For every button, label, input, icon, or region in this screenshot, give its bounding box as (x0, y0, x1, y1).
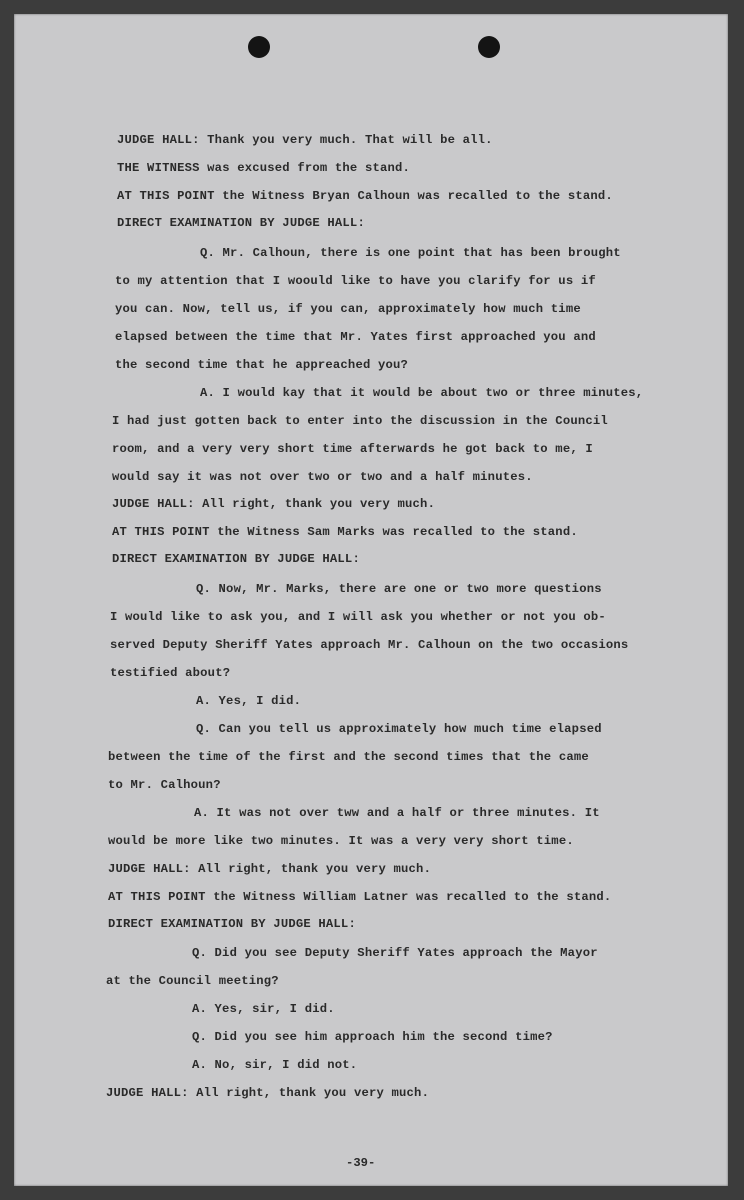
answer-line: A. No, sir, I did not. (192, 1058, 358, 1072)
transcript-line: THE WITNESS was excused from the stand. (117, 161, 411, 175)
transcript-line: JUDGE HALL: All right, thank you very much. (108, 862, 432, 876)
transcript-line: would say it was not over two or two and a half minutes. (112, 470, 533, 484)
transcript-line: room, and a very very short time afterwards he got back to me, I (112, 442, 593, 456)
transcript-line: you can. Now, tell us, if you can, approximately how much time (115, 302, 581, 316)
question-line: Q. Can you tell us approximately how much time elapsed (196, 722, 602, 736)
transcript-line: I had just gotten back to enter into the discussion in the Council (112, 414, 608, 428)
transcript-line: testified about? (110, 666, 231, 680)
punch-hole-right (478, 36, 500, 58)
section-heading: DIRECT EXAMINATION BY JUDGE HALL: (112, 552, 360, 566)
page-number: -39- (346, 1156, 376, 1170)
transcript-line: to Mr. Calhoun? (108, 778, 221, 792)
transcript-line: the second time that he appreached you? (115, 358, 409, 372)
transcript-line: to my attention that I woould like to have you clarify for us if (115, 274, 596, 288)
answer-line: A. I would kay that it would be about two or three minutes, (200, 386, 644, 400)
transcript-line: elapsed between the time that Mr. Yates first approached you and (115, 330, 596, 344)
transcript-line: would be more like two minutes. It was a very very short time. (108, 834, 574, 848)
transcript-line: AT THIS POINT the Witness Sam Marks was recalled to the stand. (112, 525, 578, 539)
answer-line: A. Yes, I did. (196, 694, 302, 708)
transcript-line: AT THIS POINT the Witness Bryan Calhoun was recalled to the stand. (117, 189, 613, 203)
question-line: Q. Now, Mr. Marks, there are one or two more questions (196, 582, 602, 596)
question-line: Q. Did you see Deputy Sheriff Yates approach the Mayor (192, 946, 598, 960)
transcript-line: JUDGE HALL: Thank you very much. That will be all. (117, 133, 493, 147)
answer-line: A. Yes, sir, I did. (192, 1002, 335, 1016)
question-line: Q. Did you see him approach him the second time? (192, 1030, 553, 1044)
punch-hole-left (248, 36, 270, 58)
document-page (14, 14, 728, 1186)
transcript-line: AT THIS POINT the Witness William Latner was recalled to the stand. (108, 890, 612, 904)
transcript-line: served Deputy Sheriff Yates approach Mr. Calhoun on the two occasions (110, 638, 629, 652)
transcript-line: JUDGE HALL: All right, thank you very much. (112, 497, 436, 511)
transcript-line: JUDGE HALL: All right, thank you very much. (106, 1086, 430, 1100)
transcript-line: I would like to ask you, and I will ask you whether or not you ob- (110, 610, 606, 624)
transcript-line: at the Council meeting? (106, 974, 279, 988)
transcript-line: between the time of the first and the second times that the came (108, 750, 589, 764)
answer-line: A. It was not over tww and a half or three minutes. It (194, 806, 600, 820)
question-line: Q. Mr. Calhoun, there is one point that has been brought (200, 246, 621, 260)
section-heading: DIRECT EXAMINATION BY JUDGE HALL: (117, 216, 365, 230)
section-heading: DIRECT EXAMINATION BY JUDGE HALL: (108, 917, 356, 931)
